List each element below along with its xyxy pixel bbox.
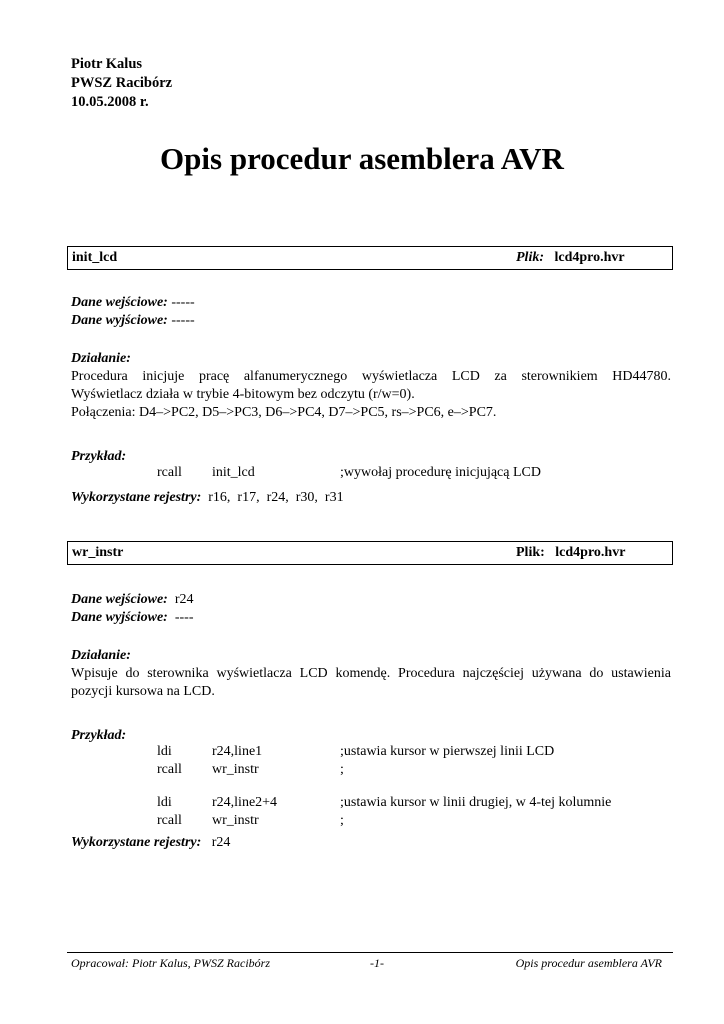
outputs-label: Dane wyjściowe: xyxy=(71,313,168,328)
code-arg: init_lcd xyxy=(212,465,255,480)
footer-title: Opis procedur asemblera AVR xyxy=(515,956,662,970)
action-line: Wyświetlacz działa w trybie 4-bitowym bez odczytu (r/w=0). xyxy=(71,387,415,402)
code-arg: r24,line2+4 xyxy=(212,795,278,810)
procedure-header-init-lcd xyxy=(67,246,673,270)
procedure-name: wr_instr xyxy=(72,545,124,560)
action-line: Wpisuje do sterownika wyświetlacza LCD komendę. Procedura najczęściej używana do ustawienia xyxy=(71,666,671,681)
code-comment: ;ustawia kursor w pierwszej linii LCD xyxy=(340,744,555,759)
outputs-row xyxy=(71,609,193,627)
registers-label: Wykorzystane rejestry: xyxy=(71,835,202,850)
inputs-row xyxy=(71,591,194,609)
procedure-header-wr-instr xyxy=(67,541,673,565)
code-instr: ldi xyxy=(157,795,172,810)
registers-value: r24 xyxy=(211,835,231,850)
document-title: Opis procedur asemblera AVR xyxy=(160,141,564,176)
procedure-file xyxy=(516,545,625,561)
author-name: Piotr Kalus xyxy=(71,56,143,72)
file-name: lcd4pro.hvr xyxy=(555,545,626,560)
code-instr: rcall xyxy=(157,813,182,828)
example-label: Przykład: xyxy=(71,728,127,743)
code-arg: r24,line1 xyxy=(212,744,263,759)
action-line: pozycji kursowa na LCD. xyxy=(71,684,215,699)
code-comment: ;wywołaj procedurę inicjującą LCD xyxy=(340,465,541,480)
document-date: 10.05.2008 r. xyxy=(71,94,149,110)
file-label: Plik: xyxy=(516,250,544,265)
code-comment: ;ustawia kursor w linii drugiej, w 4-tej kolumnie xyxy=(340,795,612,810)
code-instr: rcall xyxy=(157,762,182,777)
outputs-value: ----- xyxy=(171,313,195,328)
action-description xyxy=(71,665,671,701)
action-line: Procedura inicjuje pracę alfanumerycznego wyświetlacza LCD za sterownikiem HD44780. xyxy=(71,369,671,384)
inputs-value: r24 xyxy=(174,592,194,607)
code-arg: wr_instr xyxy=(212,762,259,777)
procedure-file xyxy=(516,250,625,266)
file-name: lcd4pro.hvr xyxy=(554,250,625,265)
inputs-label: Dane wejściowe: xyxy=(71,295,168,310)
outputs-value: ---- xyxy=(174,610,194,625)
procedure-name: init_lcd xyxy=(72,250,118,265)
code-arg: wr_instr xyxy=(212,813,259,828)
code-instr: ldi xyxy=(157,744,172,759)
code-comment: ; xyxy=(340,762,344,777)
registers-label: Wykorzystane rejestry: xyxy=(71,490,202,505)
footer-divider xyxy=(67,952,673,953)
footer-author: Opracował: Piotr Kalus, PWSZ Racibórz xyxy=(71,956,271,970)
outputs-label: Dane wyjściowe: xyxy=(71,610,168,625)
registers-row xyxy=(71,834,230,852)
outputs-row xyxy=(71,312,195,330)
action-label: Działanie: xyxy=(71,648,131,663)
action-description xyxy=(71,368,671,422)
inputs-row xyxy=(71,294,195,312)
action-line: Połączenia: D4–>PC2, D5–>PC3, D6–>PC4, D7–>PC5, rs–>PC6, e–>PC7. xyxy=(71,405,497,420)
code-instr: rcall xyxy=(157,465,182,480)
action-label: Działanie: xyxy=(71,351,131,366)
registers-row xyxy=(71,489,344,507)
code-comment: ; xyxy=(340,813,344,828)
file-label: Plik: xyxy=(516,545,545,560)
inputs-label: Dane wejściowe: xyxy=(71,592,168,607)
example-label: Przykład: xyxy=(71,449,127,464)
registers-value: r16, r17, r24, r30, r31 xyxy=(208,490,344,505)
inputs-value: ----- xyxy=(171,295,195,310)
page-number: -1- xyxy=(370,956,384,970)
author-institution: PWSZ Racibórz xyxy=(71,75,173,91)
